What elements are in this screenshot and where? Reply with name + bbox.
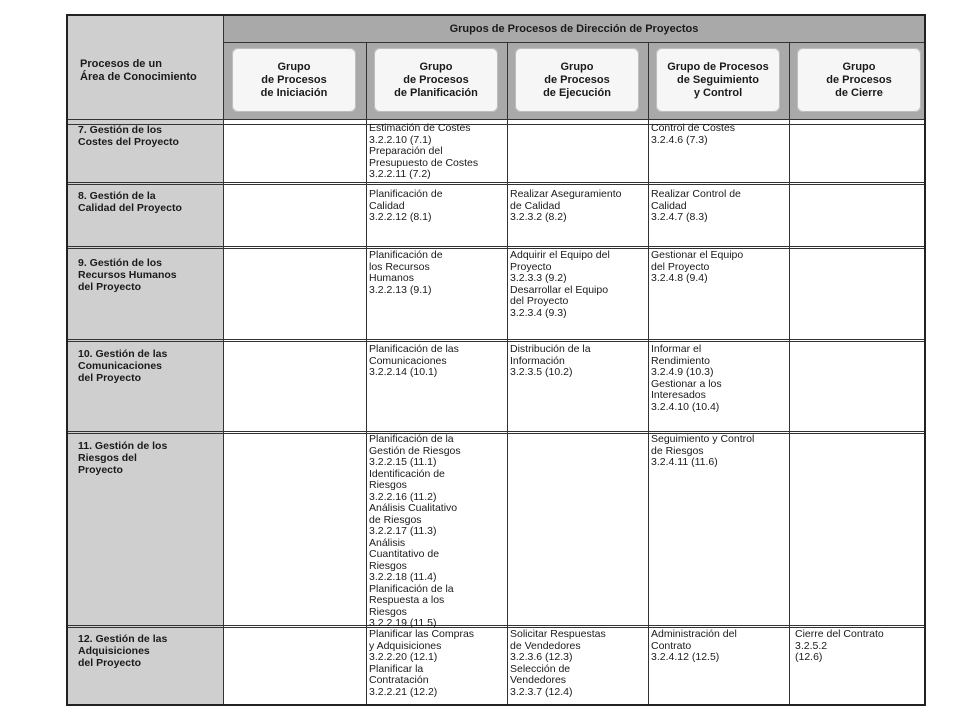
cell-riesgos-seguimiento: Seguimiento y Control de Riesgos 3.2.4.11 (11.6) <box>651 433 755 468</box>
row-divider <box>68 431 924 434</box>
row-divider <box>68 182 924 185</box>
group-header-seguimiento: Grupo de Procesos de Seguimiento y Control <box>656 48 780 112</box>
area-label-riesgos: 11. Gestión de los Riesgos del Proyecto <box>78 440 168 476</box>
area-column-header <box>68 16 224 120</box>
cell-comunicaciones-seguimiento: Informar el Rendimiento 3.2.4.9 (10.3) Gestionar a los Interesados 3.2.4.10 (10.4) <box>651 343 722 413</box>
area-label-adquisiciones: 12. Gestión de las Adquisiciones del Proyecto <box>78 633 168 669</box>
cell-adquisiciones-cierre: Cierre del Contrato 3.2.5.2 (12.6) <box>795 628 884 663</box>
area-label-costes: 7. Gestión de los Costes del Proyecto <box>78 124 179 148</box>
cell-comunicaciones-planificacion: Planificación de las Comunicaciones 3.2.2.14 (10.1) <box>369 343 459 378</box>
column-divider <box>648 42 649 119</box>
cell-riesgos-planificacion: Planificación de la Gestión de Riesgos 3.2.2.15 (11.1) Identificación de Riesgos 3.2.2.16 (11.2) Análisis Cualitativo de Riesgos 3.2.2.17 (11.3) Análisis Cuantitativo de Riesgos 3.2.2.18 (11.4) Planificación de la Respuesta a los Riesgos 3.2.2.19 (11.5) <box>369 433 461 629</box>
column-divider <box>507 120 508 704</box>
cell-calidad-ejecucion: Realizar Aseguramiento de Calidad 3.2.3.2 (8.2) <box>510 188 622 223</box>
area-column-header-label: Procesos de un Área de Conocimiento <box>80 58 197 83</box>
column-divider <box>366 120 367 704</box>
group-header-iniciacion: Grupo de Procesos de Iniciación <box>232 48 356 112</box>
cell-adquisiciones-seguimiento: Administración del Contrato 3.2.4.12 (12.5) <box>651 628 737 663</box>
area-label-calidad: 8. Gestión de la Calidad del Proyecto <box>78 190 182 214</box>
column-divider <box>507 42 508 119</box>
group-header-planificacion: Grupo de Procesos de Planificación <box>374 48 498 112</box>
area-label-recursos-humanos: 9. Gestión de los Recursos Humanos del Proyecto <box>78 257 177 293</box>
cell-rrhh-ejecucion: Adquirir el Equipo del Proyecto 3.2.3.3 (9.2) Desarrollar el Equipo del Proyecto 3.2.3.4 (9.3) <box>510 249 610 319</box>
column-divider <box>366 42 367 119</box>
process-matrix-table <box>66 14 926 706</box>
cell-adquisiciones-ejecucion: Solicitar Respuestas de Vendedores 3.2.3.6 (12.3) Selección de Vendedores 3.2.3.7 (12.4) <box>510 628 606 698</box>
group-header-cierre: Grupo de Procesos de Cierre <box>797 48 921 112</box>
column-divider <box>789 120 790 704</box>
area-label-comunicaciones: 10. Gestión de las Comunicaciones del Proyecto <box>78 348 168 384</box>
process-groups-header <box>224 16 924 120</box>
cell-calidad-planificacion: Planificación de Calidad 3.2.2.12 (8.1) <box>369 188 443 223</box>
row-divider <box>68 246 924 249</box>
row-divider <box>68 339 924 342</box>
cell-calidad-seguimiento: Realizar Control de Calidad 3.2.4.7 (8.3) <box>651 188 741 223</box>
cell-rrhh-seguimiento: Gestionar el Equipo del Proyecto 3.2.4.8 (9.4) <box>651 249 744 284</box>
cell-rrhh-planificacion: Planificación de los Recursos Humanos 3.2.2.13 (9.1) <box>369 249 443 296</box>
column-divider <box>789 42 790 119</box>
column-divider <box>648 120 649 704</box>
cell-costes-planificacion: Estimación de Costes 3.2.2.10 (7.1) Preparación del Presupuesto de Costes 3.2.2.11 (7.2) <box>369 122 479 180</box>
cell-comunicaciones-ejecucion: Distribución de la Información 3.2.3.5 (10.2) <box>510 343 591 378</box>
cell-costes-seguimiento: Control de Costes 3.2.4.6 (7.3) <box>651 122 736 146</box>
cell-adquisiciones-planificacion: Planificar las Compras y Adquisiciones 3.2.2.20 (12.1) Planificar la Contratación 3.2.2.21 (12.2) <box>369 628 475 698</box>
process-groups-title: Grupos de Procesos de Dirección de Proyectos <box>224 16 924 43</box>
group-header-ejecucion: Grupo de Procesos de Ejecución <box>515 48 639 112</box>
